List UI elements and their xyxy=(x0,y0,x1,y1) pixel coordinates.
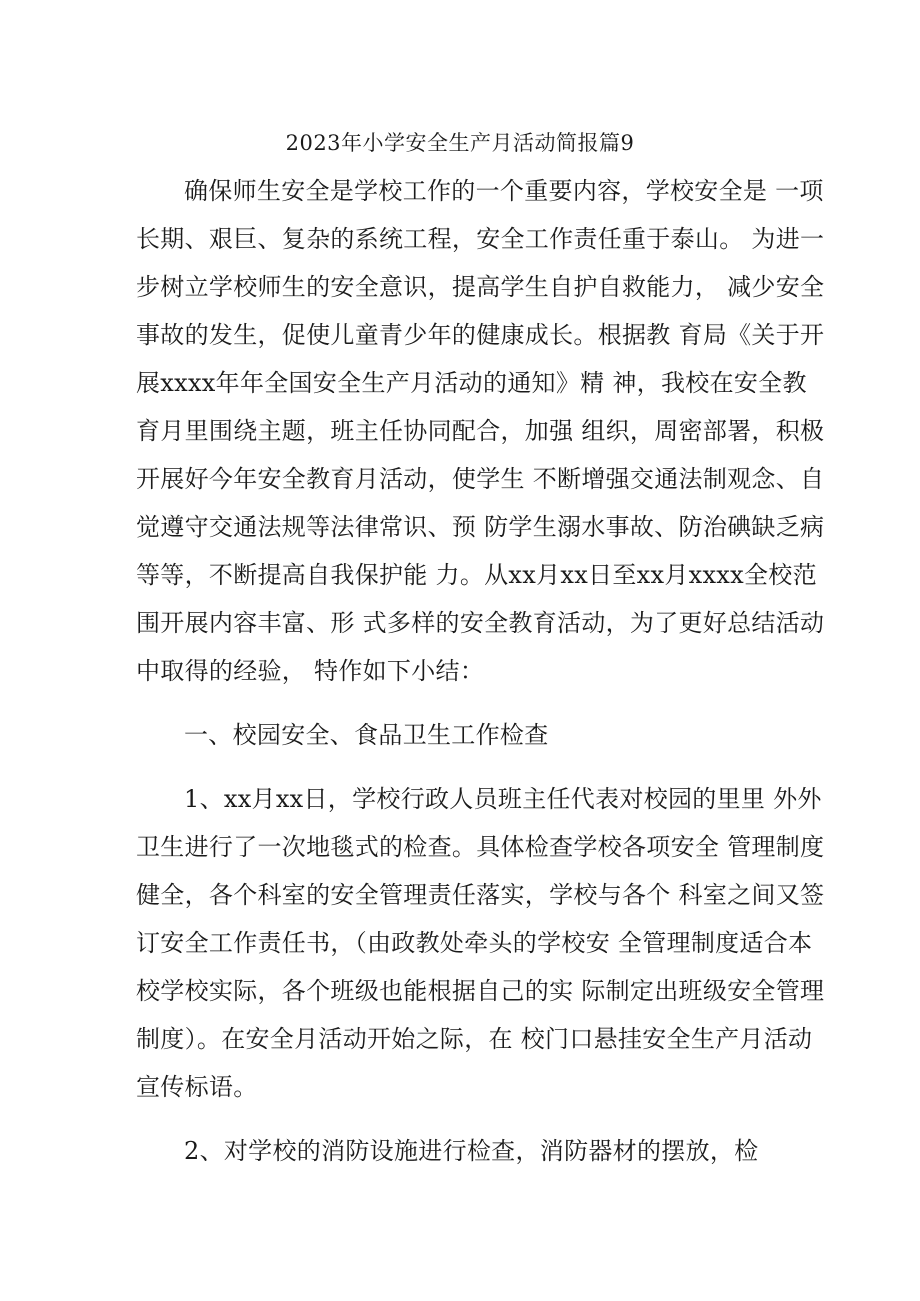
paragraph-line: 订安全工作责任书，（由政教处牵头的学校安 全管理制度适合本 xyxy=(136,929,813,957)
paragraph-line: 1、xx月xx日，学校行政人员班主任代表对校园的里里 外外 xyxy=(184,785,822,813)
paragraph-line: 育月里围绕主题，班主任协同配合，加强 组织，周密部署，积极 xyxy=(136,417,825,445)
paragraph-line: 校学校实际，各个班级也能根据自己的实 际制定出班级安全管理 xyxy=(136,977,825,1005)
paragraph-line: 2、对学校的消防设施进行检查，消防器材的摆放，检 xyxy=(184,1137,759,1165)
paragraph-line: 中取得的经验， 特作如下小结： xyxy=(136,657,485,685)
paragraph-line: 宣传标语。 xyxy=(136,1073,258,1101)
paragraph-line: 确保师生安全是学校工作的一个重要内容，学校安全是 一项 xyxy=(184,177,824,205)
paragraph-line: 展xxxx年年全国安全生产月活动的通知》精 神，我校在安全教 xyxy=(136,369,807,397)
document-title: 2023年小学安全生产月活动简报篇9 xyxy=(285,131,635,155)
paragraph-line: 卫生进行了一次地毯式的检查。具体检查学校各项安全 管理制度 xyxy=(136,833,825,861)
paragraph-line: 事故的发生，促使儿童青少年的健康成长。根据教 育局《关于开 xyxy=(136,321,825,349)
paragraph-line: 等等，不断提高自我保护能 力。从xx月xx日至xx月xxxx全校范 xyxy=(136,561,817,589)
paragraph-line: 步树立学校师生的安全意识，提高学生自护自救能力， 减少安全 xyxy=(136,273,825,301)
paragraph-line: 制度）。在安全月活动开始之际，在 校门口悬挂安全生产月活动 xyxy=(136,1025,813,1053)
section-heading: 一、校园安全、食品卫生工作检查 xyxy=(184,721,549,749)
paragraph-line: 围开展内容丰富、形 式多样的安全教育活动，为了更好总结活动 xyxy=(136,609,825,637)
paragraph-line: 长期、艰巨、复杂的系统工程，安全工作责任重于泰山。 为进一 xyxy=(136,225,825,253)
paragraph-line: 健全，各个科室的安全管理责任落实，学校与各个 科室之间又签 xyxy=(136,881,825,909)
paragraph-line: 开展好今年安全教育月活动，使学生 不断增强交通法制观念、自 xyxy=(136,465,825,493)
paragraph-line: 觉遵守交通法规等法律常识、预 防学生溺水事故、防治碘缺乏病 xyxy=(136,513,825,541)
